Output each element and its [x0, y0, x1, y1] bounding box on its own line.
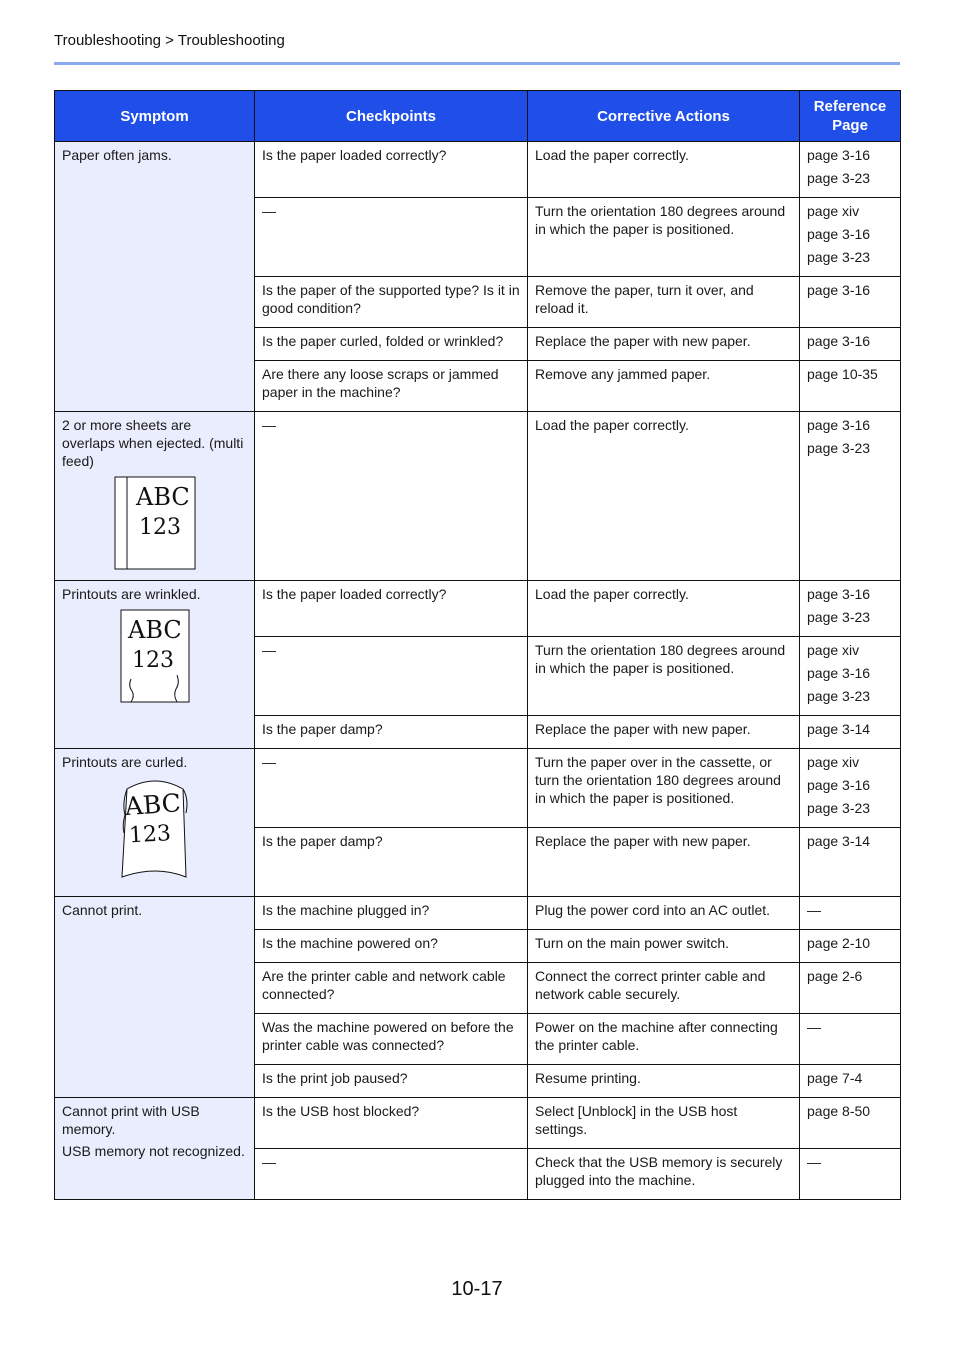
corrective-action-cell: Remove the paper, turn it over, and reload it. [528, 277, 800, 328]
table-row [55, 142, 901, 198]
symptom-text: Paper often jams. [62, 147, 172, 163]
corrective-action-cell: Replace the paper with new paper. [528, 828, 800, 897]
reference-page-link[interactable]: page 3-16 [807, 417, 871, 433]
reference-page-cell [800, 716, 901, 749]
reference-page-link[interactable]: page xiv [807, 203, 860, 219]
illustration-text-abc: ABC [135, 483, 190, 511]
wrinkled-paper-illustration [120, 609, 190, 703]
reference-page-link[interactable]: page 3-23 [807, 688, 871, 704]
reference-page-cell [800, 361, 901, 412]
corrective-actions-header: Corrective Actions [528, 91, 800, 142]
reference-page-link[interactable]: page 3-16 [807, 147, 871, 163]
reference-page-link[interactable]: page 3-23 [807, 440, 871, 456]
corrective-action-cell: Load the paper correctly. [528, 142, 800, 198]
checkpoint-cell: Is the paper damp? [255, 716, 528, 749]
illustration-text-abc: ABC [127, 616, 182, 644]
reference-page-cell [800, 963, 901, 1014]
checkpoint-cell: Are the printer cable and network cable connected? [255, 963, 528, 1014]
page-number: 10-17 [451, 1278, 503, 1300]
reference-page-link[interactable]: page 3-14 [807, 833, 871, 849]
reference-page-cell [800, 277, 901, 328]
corrective-action-cell: Replace the paper with new paper. [528, 328, 800, 361]
symptom-cell [55, 1098, 255, 1200]
reference-page-link[interactable]: page 2-10 [807, 935, 871, 951]
checkpoint-cell: — [255, 198, 528, 277]
reference-page-link[interactable]: page 3-23 [807, 249, 871, 265]
reference-page-link[interactable]: page 3-14 [807, 721, 871, 737]
corrective-action-cell: Check that the USB memory is securely plugged into the machine. [528, 1149, 800, 1200]
checkpoint-cell: Is the paper of the supported type? Is it in good condition? [255, 277, 528, 328]
symptom-cell [55, 749, 255, 897]
corrective-action-cell: Turn the paper over in the cassette, or turn the orientation 180 degrees around in which the paper is positioned. [528, 749, 800, 828]
symptom-text: Printouts are wrinkled. [62, 586, 201, 602]
reference-page-link[interactable]: page 8-50 [807, 1103, 871, 1119]
checkpoint-cell: — [255, 412, 528, 581]
breadcrumb: Troubleshooting > Troubleshooting [54, 32, 285, 49]
table-row [55, 581, 901, 637]
reference-page-cell [800, 142, 901, 198]
symptom-cell [55, 897, 255, 1098]
checkpoint-cell: Are there any loose scraps or jammed paper in the machine? [255, 361, 528, 412]
checkpoint-cell: Is the machine powered on? [255, 930, 528, 963]
checkpoints-header: Checkpoints [255, 91, 528, 142]
symptom-cell [55, 412, 255, 581]
checkpoint-cell: Is the USB host blocked? [255, 1098, 528, 1149]
corrective-action-cell: Select [Unblock] in the USB host settings. [528, 1098, 800, 1149]
table-row [55, 749, 901, 828]
checkpoint-cell: Is the paper curled, folded or wrinkled? [255, 328, 528, 361]
reference-page-cell [800, 1149, 901, 1200]
troubleshooting-table [54, 90, 901, 1200]
reference-page-cell [800, 198, 901, 277]
reference-page-cell [800, 328, 901, 361]
reference-page-link[interactable]: page 3-23 [807, 609, 871, 625]
corrective-action-cell: Plug the power cord into an AC outlet. [528, 897, 800, 930]
symptom-text: Cannot print. [62, 902, 143, 918]
corrective-action-cell: Remove any jammed paper. [528, 361, 800, 412]
corrective-action-cell: Power on the machine after connecting the printer cable. [528, 1014, 800, 1065]
checkpoint-cell: Is the machine plugged in? [255, 897, 528, 930]
reference-page-link[interactable]: page xiv [807, 754, 860, 770]
reference-page-link[interactable]: — [807, 1019, 821, 1035]
symptom-header: Symptom [55, 91, 255, 142]
checkpoint-cell: Is the paper loaded correctly? [255, 581, 528, 637]
reference-page-cell [800, 930, 901, 963]
reference-page-link[interactable]: page 3-16 [807, 586, 871, 602]
reference-page-link[interactable]: page 3-16 [807, 665, 871, 681]
checkpoint-cell: — [255, 637, 528, 716]
reference-page-cell [800, 1098, 901, 1149]
corrective-action-cell: Load the paper correctly. [528, 412, 800, 581]
illustration-text-123: 123 [131, 648, 174, 673]
corrective-action-cell: Turn the orientation 180 degrees around in which the paper is positioned. [528, 637, 800, 716]
corrective-action-cell: Turn on the main power switch. [528, 930, 800, 963]
reference-page-cell [800, 1065, 901, 1098]
reference-page-link[interactable]: page 3-16 [807, 226, 871, 242]
reference-page-cell [800, 828, 901, 897]
illustration-text-123: 123 [127, 821, 172, 849]
curled-paper-illustration [119, 777, 191, 883]
reference-page-link[interactable]: page 3-23 [807, 170, 871, 186]
symptom-text: Cannot print with USB memory. [62, 1103, 200, 1137]
reference-page-link[interactable]: page 2-6 [807, 968, 863, 984]
table-row [55, 1098, 901, 1149]
reference-page-link[interactable]: — [807, 902, 821, 918]
checkpoint-cell: Is the paper damp? [255, 828, 528, 897]
corrective-action-cell: Replace the paper with new paper. [528, 716, 800, 749]
table-row [55, 897, 901, 930]
symptom-text: 2 or more sheets are overlaps when ejected. (multi feed) [62, 417, 244, 469]
reference-page-link[interactable]: page 3-16 [807, 282, 871, 298]
corrective-action-cell: Resume printing. [528, 1065, 800, 1098]
reference-page-cell [800, 637, 901, 716]
table-row [55, 412, 901, 581]
checkpoint-cell: — [255, 749, 528, 828]
checkpoint-cell: Was the machine powered on before the printer cable was connected? [255, 1014, 528, 1065]
checkpoint-cell: Is the paper loaded correctly? [255, 142, 528, 198]
table-body [55, 142, 901, 1200]
reference-page-link[interactable]: page 3-23 [807, 800, 871, 816]
checkpoint-cell: — [255, 1149, 528, 1200]
reference-page-link[interactable]: — [807, 1154, 821, 1170]
checkpoint-cell: Is the print job paused? [255, 1065, 528, 1098]
symptom-text: USB memory not recognized. [62, 1143, 245, 1159]
corrective-action-cell: Turn the orientation 180 degrees around in which the paper is positioned. [528, 198, 800, 277]
table-header-row [55, 91, 901, 142]
symptom-cell [55, 142, 255, 412]
reference-page-cell [800, 897, 901, 930]
reference-page-link[interactable]: page 10-35 [807, 366, 878, 382]
reference-page-link[interactable]: page 3-16 [807, 333, 871, 349]
reference-page-cell [800, 749, 901, 828]
reference-page-link[interactable]: page xiv [807, 642, 860, 658]
symptom-text: Printouts are curled. [62, 754, 188, 770]
reference-page-cell [800, 1014, 901, 1065]
reference-page-cell [800, 581, 901, 637]
reference-page-header: Reference Page [800, 91, 901, 142]
illustration-text-123: 123 [138, 515, 181, 540]
corrective-action-cell: Connect the correct printer cable and network cable securely. [528, 963, 800, 1014]
multi-feed-paper-illustration [114, 476, 196, 570]
reference-page-link[interactable]: page 7-4 [807, 1070, 863, 1086]
reference-page-link[interactable]: page 3-16 [807, 777, 871, 793]
header-rule [54, 62, 900, 65]
reference-page-cell [800, 412, 901, 581]
illustration-text-abc: ABC [123, 788, 182, 822]
corrective-action-cell: Load the paper correctly. [528, 581, 800, 637]
symptom-cell [55, 581, 255, 749]
